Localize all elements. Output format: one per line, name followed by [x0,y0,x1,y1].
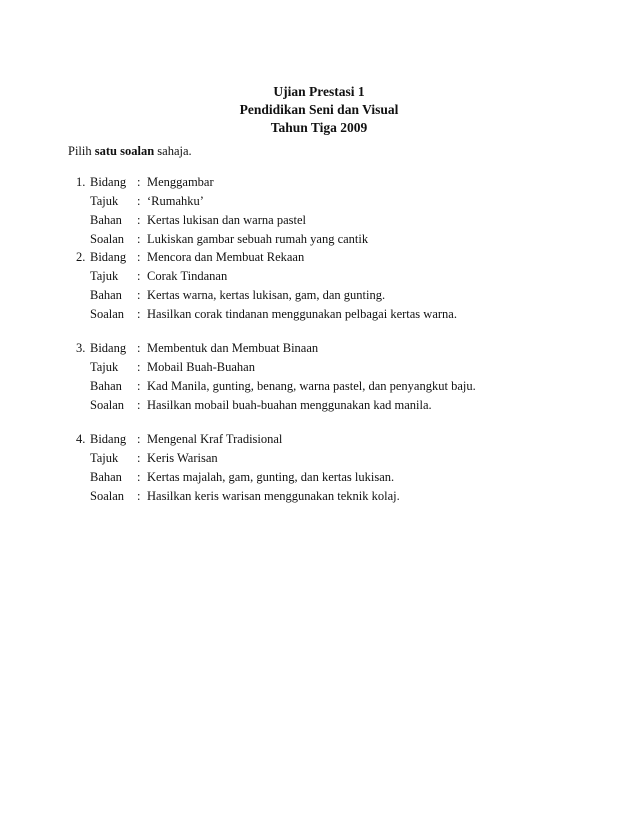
question-row [76,305,616,324]
row-label: Soalan [90,398,125,412]
row-value: Hasilkan mobail buah-buahan menggunakan kad manila. [147,398,432,412]
row-value: Lukiskan gambar sebuah rumah yang cantik [147,232,369,246]
question-row [76,449,616,468]
row-value: ‘Rumahku’ [147,194,204,208]
question-4 [76,430,616,506]
row-label: Tajuk [90,269,119,283]
exam-subject: Pendidikan Seni dan Visual [239,102,399,117]
row-label: Bahan [90,379,122,393]
row-value: Kertas lukisan dan warna pastel [147,213,306,227]
row-value: Hasilkan keris warisan menggunakan teknik kolaj. [147,489,400,503]
row-value: Kad Manila, gunting, benang, warna pastel, dan penyangkut baju. [147,379,476,393]
row-separator: : [137,470,141,484]
row-label: Tajuk [90,194,119,208]
question-row [76,487,616,506]
question-number: 3. [76,341,86,355]
question-number: 2. [76,250,86,264]
question-row [76,230,616,249]
question-2 [76,248,616,324]
row-separator: : [137,307,141,321]
row-separator: : [137,269,141,283]
row-label: Bidang [90,341,127,355]
row-value: Mobail Buah-Buahan [147,360,255,374]
question-row [76,377,616,396]
row-separator: : [137,175,141,189]
row-label: Tajuk [90,451,119,465]
row-separator: : [137,360,141,374]
row-separator: : [137,232,141,246]
instruction-suffix: sahaja. [154,144,192,158]
question-number: 1. [76,175,86,189]
row-separator: : [137,398,141,412]
row-label: Bidang [90,250,127,264]
row-label: Bahan [90,470,122,484]
row-separator: : [137,288,141,302]
question-row [76,396,616,415]
row-separator: : [137,250,141,264]
row-label: Bidang [90,175,127,189]
row-label: Bidang [90,432,127,446]
row-value: Keris Warisan [147,451,218,465]
row-separator: : [137,379,141,393]
question-row [76,468,616,487]
question-row [76,286,616,305]
row-value: Membentuk dan Membuat Binaan [147,341,319,355]
row-separator: : [137,489,141,503]
instruction-emphasis: satu soalan [94,144,155,158]
row-value: Kertas warna, kertas lukisan, gam, dan gunting. [147,288,386,302]
row-value: Mencora dan Membuat Rekaan [147,250,305,264]
question-3 [76,339,616,415]
row-value: Kertas majalah, gam, gunting, dan kertas lukisan. [147,470,395,484]
row-value: Menggambar [147,175,214,189]
question-row [76,358,616,377]
row-separator: : [137,213,141,227]
instruction-prefix: Pilih [68,144,95,158]
row-label: Soalan [90,232,125,246]
row-value: Corak Tindanan [147,269,228,283]
question-number: 4. [76,432,86,446]
row-label: Tajuk [90,360,119,374]
question-row [76,211,616,230]
row-label: Bahan [90,213,122,227]
row-separator: : [137,194,141,208]
row-label: Bahan [90,288,122,302]
row-separator: : [137,432,141,446]
row-value: Hasilkan corak tindanan menggunakan pelbagai kertas warna. [147,307,457,321]
exam-title: Ujian Prestasi 1 [273,84,365,99]
question-row [76,339,616,358]
question-row [76,248,616,267]
row-label: Soalan [90,307,125,321]
row-separator: : [137,341,141,355]
question-row [76,173,616,192]
question-row [76,192,616,211]
instruction-text [68,143,192,159]
question-row [76,267,616,286]
row-separator: : [137,451,141,465]
exam-header [0,83,638,137]
exam-year: Tahun Tiga 2009 [270,120,368,135]
question-row [76,430,616,449]
row-label: Soalan [90,489,125,503]
row-value: Mengenal Kraf Tradisional [147,432,283,446]
question-1 [76,173,616,249]
